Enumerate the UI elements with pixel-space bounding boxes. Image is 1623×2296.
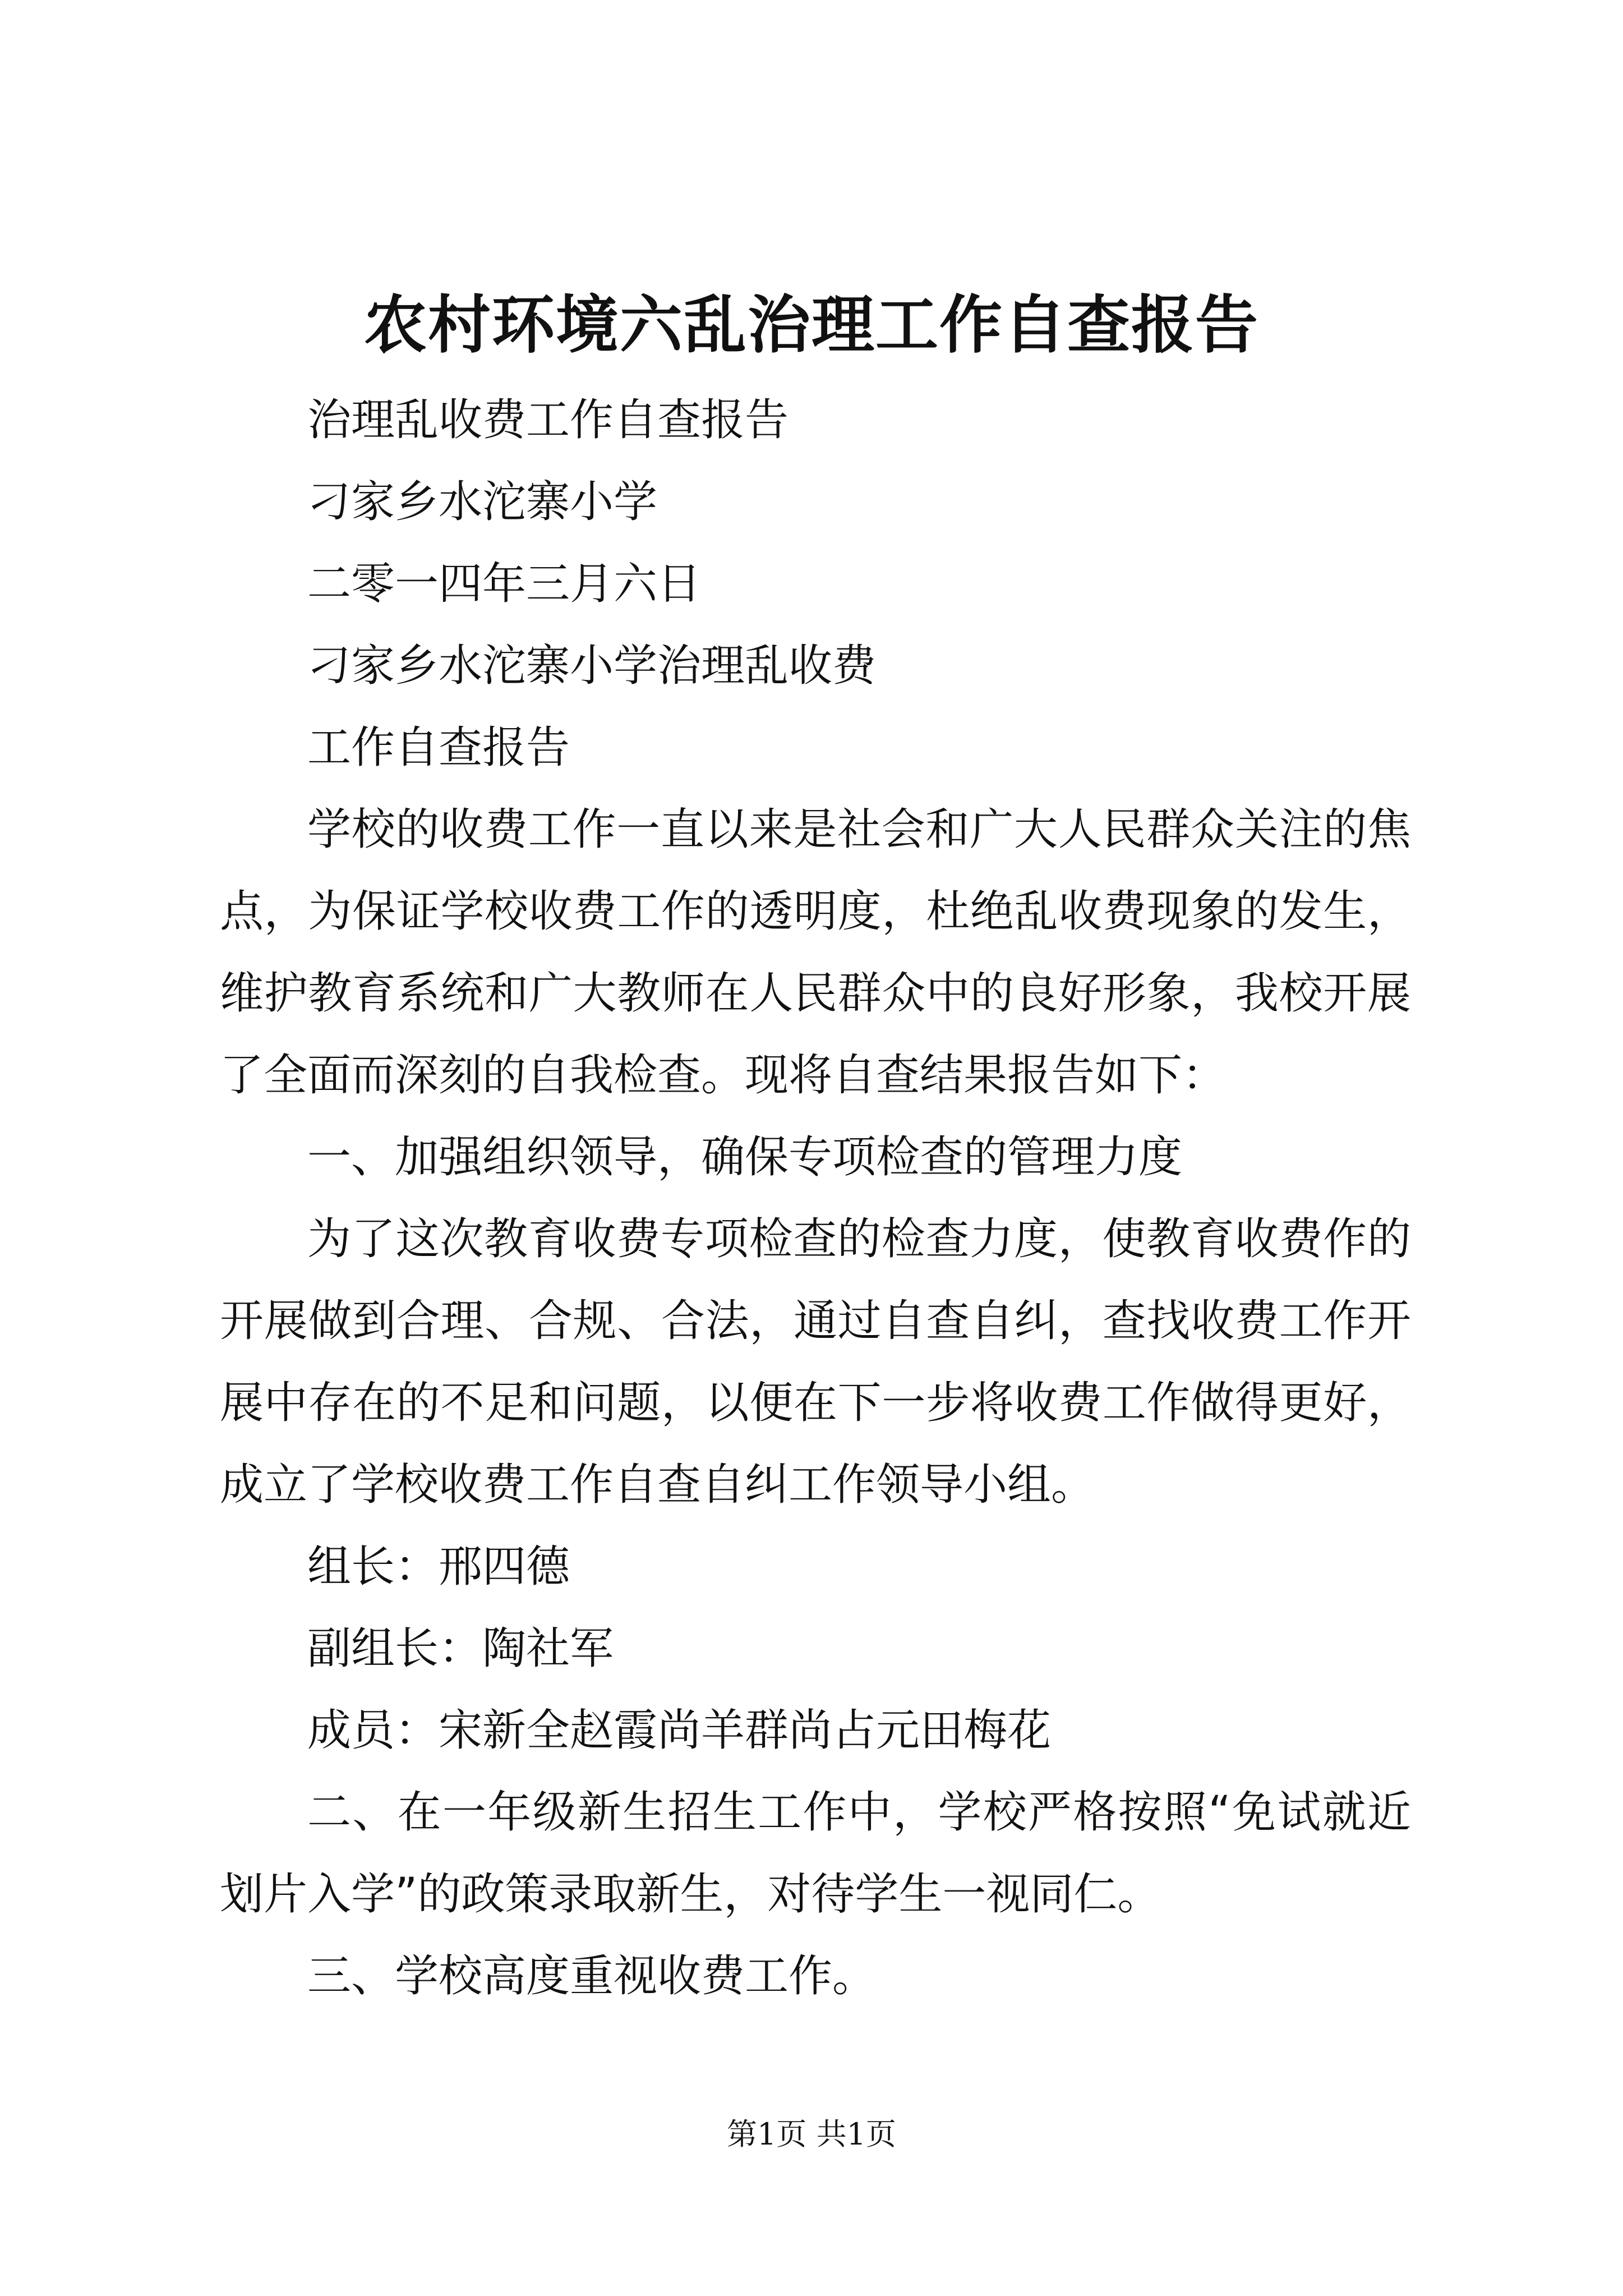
report-heading-line-1: 刁家乡水沱寨小学治理乱收费 — [307, 641, 877, 691]
page-footer: 第1页 共1页 — [727, 2116, 896, 2152]
leader-line: 组长：邢四德 — [307, 1542, 570, 1592]
school-name-line: 刁家乡水沱寨小学 — [307, 477, 658, 527]
date-line: 二零一四年三月六日 — [307, 559, 702, 609]
report-heading-line-2: 工作自查报告 — [307, 723, 570, 773]
subtitle-line: 治理乱收费工作自查报告 — [307, 395, 789, 445]
deputy-leader-line: 副组长：陶社军 — [307, 1623, 614, 1674]
section-3-paragraph: 三、学校高度重视收费工作。 — [307, 1951, 877, 2001]
intro-paragraph: 学校的收费工作一直以来是社会和广大人民群众关注的焦点，为保证学校收费工作的透明度，杜绝乱收费现象的发生，维护教育系统和广大教师在人民群众中的良好形象，我校开展了全面而深刻的自我检查。现将自查结果报告如下： — [220, 804, 1411, 1101]
members-line: 成员：宋新全赵霞尚羊群尚占元田梅花 — [307, 1705, 1052, 1756]
document-body — [220, 379, 1411, 2017]
document-title: 农村环境六乱治理工作自查报告 — [364, 288, 1259, 362]
section-1-paragraph: 为了这次教育收费专项检查的检查力度，使教育收费作的开展做到合理、合规、合法，通过自查自纠，查找收费工作开展中存在的不足和问题，以便在下一步将收费工作做得更好，成立了学校收费工作自查自纠工作领导小组。 — [220, 1214, 1411, 1510]
section-1-heading: 一、加强组织领导，确保专项检查的管理力度 — [307, 1132, 1183, 1182]
section-2-paragraph: 二、在一年级新生招生工作中，学校严格按照“免试就近划片入学”的政策录取新生，对待学生一视同仁。 — [220, 1787, 1411, 1920]
